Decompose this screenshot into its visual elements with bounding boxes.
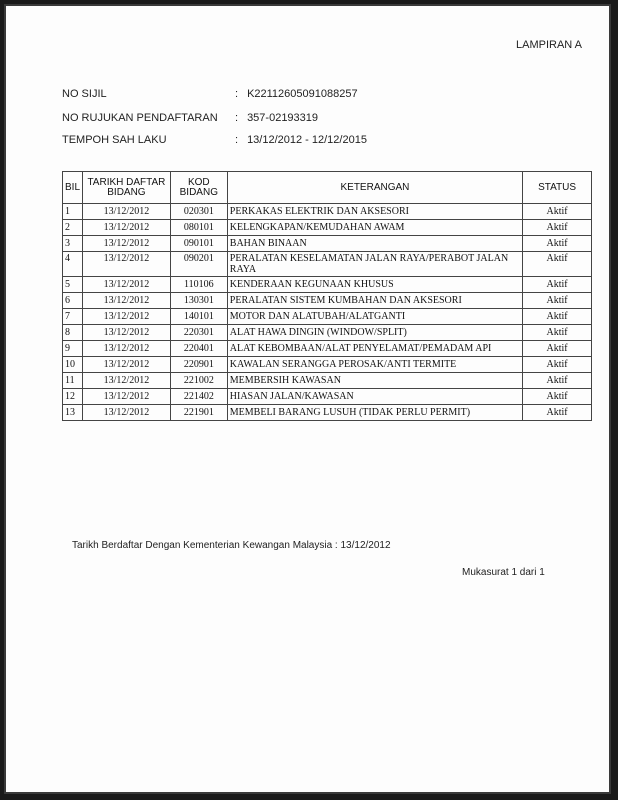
cell-kod: 221002 <box>170 373 227 389</box>
table-row <box>63 325 592 341</box>
certificate-number-value <box>235 88 358 100</box>
table-row <box>63 389 592 405</box>
cell-tarikh: 13/12/2012 <box>83 252 171 277</box>
cell-bil: 4 <box>63 252 83 277</box>
cell-bil: 10 <box>63 357 83 373</box>
table-row <box>63 236 592 252</box>
validity-period-label: TEMPOH SAH LAKU <box>62 134 167 146</box>
attachment-label: LAMPIRAN A <box>516 39 583 51</box>
cell-kod: 090201 <box>170 252 227 277</box>
cell-tarikh: 13/12/2012 <box>83 373 171 389</box>
cell-bil: 13 <box>63 405 83 421</box>
table-row <box>63 341 592 357</box>
colon: : <box>235 88 239 100</box>
cell-status: Aktif <box>523 325 592 341</box>
cell-status: Aktif <box>523 204 592 220</box>
cell-bil: 11 <box>63 373 83 389</box>
validity-period-value <box>235 134 367 146</box>
cell-tarikh: 13/12/2012 <box>83 357 171 373</box>
cell-tarikh: 13/12/2012 <box>83 220 171 236</box>
cell-kod: 130301 <box>170 293 227 309</box>
cell-keterangan: ALAT KEBOMBAAN/ALAT PENYELAMAT/PEMADAM API <box>227 341 522 357</box>
cell-bil: 2 <box>63 220 83 236</box>
certificate-number-text: K22112605091088257 <box>247 88 358 100</box>
cell-bil: 7 <box>63 309 83 325</box>
cell-bil: 5 <box>63 277 83 293</box>
cell-tarikh: 13/12/2012 <box>83 325 171 341</box>
cell-bil: 6 <box>63 293 83 309</box>
cell-keterangan: ALAT HAWA DINGIN (WINDOW/SPLIT) <box>227 325 522 341</box>
cell-kod: 220401 <box>170 341 227 357</box>
cell-keterangan: MEMBERSIH KAWASAN <box>227 373 522 389</box>
registration-date-note: Tarikh Berdaftar Dengan Kementerian Kewangan Malaysia : 13/12/2012 <box>72 540 391 551</box>
cell-status: Aktif <box>523 357 592 373</box>
cell-kod: 140101 <box>170 309 227 325</box>
cell-kod: 220901 <box>170 357 227 373</box>
cell-keterangan: KELENGKAPAN/KEMUDAHAN AWAM <box>227 220 522 236</box>
cell-tarikh: 13/12/2012 <box>83 293 171 309</box>
cell-kod: 220301 <box>170 325 227 341</box>
cell-keterangan: KENDERAAN KEGUNAAN KHUSUS <box>227 277 522 293</box>
cell-keterangan: PERALATAN SISTEM KUMBAHAN DAN AKSESORI <box>227 293 522 309</box>
cell-kod: 221901 <box>170 405 227 421</box>
cell-tarikh: 13/12/2012 <box>83 277 171 293</box>
document-page <box>4 4 611 794</box>
cell-tarikh: 13/12/2012 <box>83 236 171 252</box>
cell-status: Aktif <box>523 341 592 357</box>
registration-reference-value <box>235 112 318 124</box>
cell-keterangan: MEMBELI BARANG LUSUH (TIDAK PERLU PERMIT) <box>227 405 522 421</box>
table-row <box>63 252 592 277</box>
cell-status: Aktif <box>523 236 592 252</box>
certificate-number-label: NO SIJIL <box>62 88 107 100</box>
validity-period-text: 13/12/2012 - 12/12/2015 <box>247 134 367 146</box>
cell-bil: 3 <box>63 236 83 252</box>
table-row <box>63 277 592 293</box>
table-header-row <box>63 172 592 204</box>
cell-kod: 080101 <box>170 220 227 236</box>
registration-reference-label: NO RUJUKAN PENDAFTARAN <box>62 112 218 124</box>
cell-keterangan: KAWALAN SERANGGA PEROSAK/ANTI TERMITE <box>227 357 522 373</box>
registration-reference-text: 357-02193319 <box>247 112 319 124</box>
cell-status: Aktif <box>523 309 592 325</box>
cell-bil: 12 <box>63 389 83 405</box>
table-row <box>63 220 592 236</box>
colon: : <box>235 134 239 146</box>
cell-keterangan: HIASAN JALAN/KAWASAN <box>227 389 522 405</box>
cell-status: Aktif <box>523 389 592 405</box>
cell-status: Aktif <box>523 373 592 389</box>
header-kod: KOD BIDANG <box>170 172 227 204</box>
header-tarikh: TARIKH DAFTAR BIDANG <box>83 172 171 204</box>
cell-status: Aktif <box>523 277 592 293</box>
cell-tarikh: 13/12/2012 <box>83 341 171 357</box>
cell-status: Aktif <box>523 405 592 421</box>
cell-keterangan: PERALATAN KESELAMATAN JALAN RAYA/PERABOT JALAN RAYA <box>227 252 522 277</box>
table-row <box>63 405 592 421</box>
header-keterangan: KETERANGAN <box>227 172 522 204</box>
cell-keterangan: PERKAKAS ELEKTRIK DAN AKSESORI <box>227 204 522 220</box>
cell-keterangan: BAHAN BINAAN <box>227 236 522 252</box>
header-status: STATUS <box>523 172 592 204</box>
cell-bil: 1 <box>63 204 83 220</box>
cell-status: Aktif <box>523 220 592 236</box>
cell-tarikh: 13/12/2012 <box>83 389 171 405</box>
cell-kod: 090101 <box>170 236 227 252</box>
cell-status: Aktif <box>523 252 592 277</box>
cell-kod: 020301 <box>170 204 227 220</box>
table-row <box>63 373 592 389</box>
table-row <box>63 293 592 309</box>
cell-kod: 221402 <box>170 389 227 405</box>
cell-kod: 110106 <box>170 277 227 293</box>
cell-tarikh: 13/12/2012 <box>83 204 171 220</box>
table-row <box>63 357 592 373</box>
cell-status: Aktif <box>523 293 592 309</box>
header-bil: BIL <box>63 172 83 204</box>
cell-bil: 9 <box>63 341 83 357</box>
table-row <box>63 309 592 325</box>
colon: : <box>235 112 239 124</box>
cell-tarikh: 13/12/2012 <box>83 405 171 421</box>
table-row <box>63 204 592 220</box>
field-registration-table <box>62 171 592 421</box>
cell-keterangan: MOTOR DAN ALATUBAH/ALATGANTI <box>227 309 522 325</box>
cell-bil: 8 <box>63 325 83 341</box>
cell-tarikh: 13/12/2012 <box>83 309 171 325</box>
page-indicator: Mukasurat 1 dari 1 <box>462 567 545 578</box>
